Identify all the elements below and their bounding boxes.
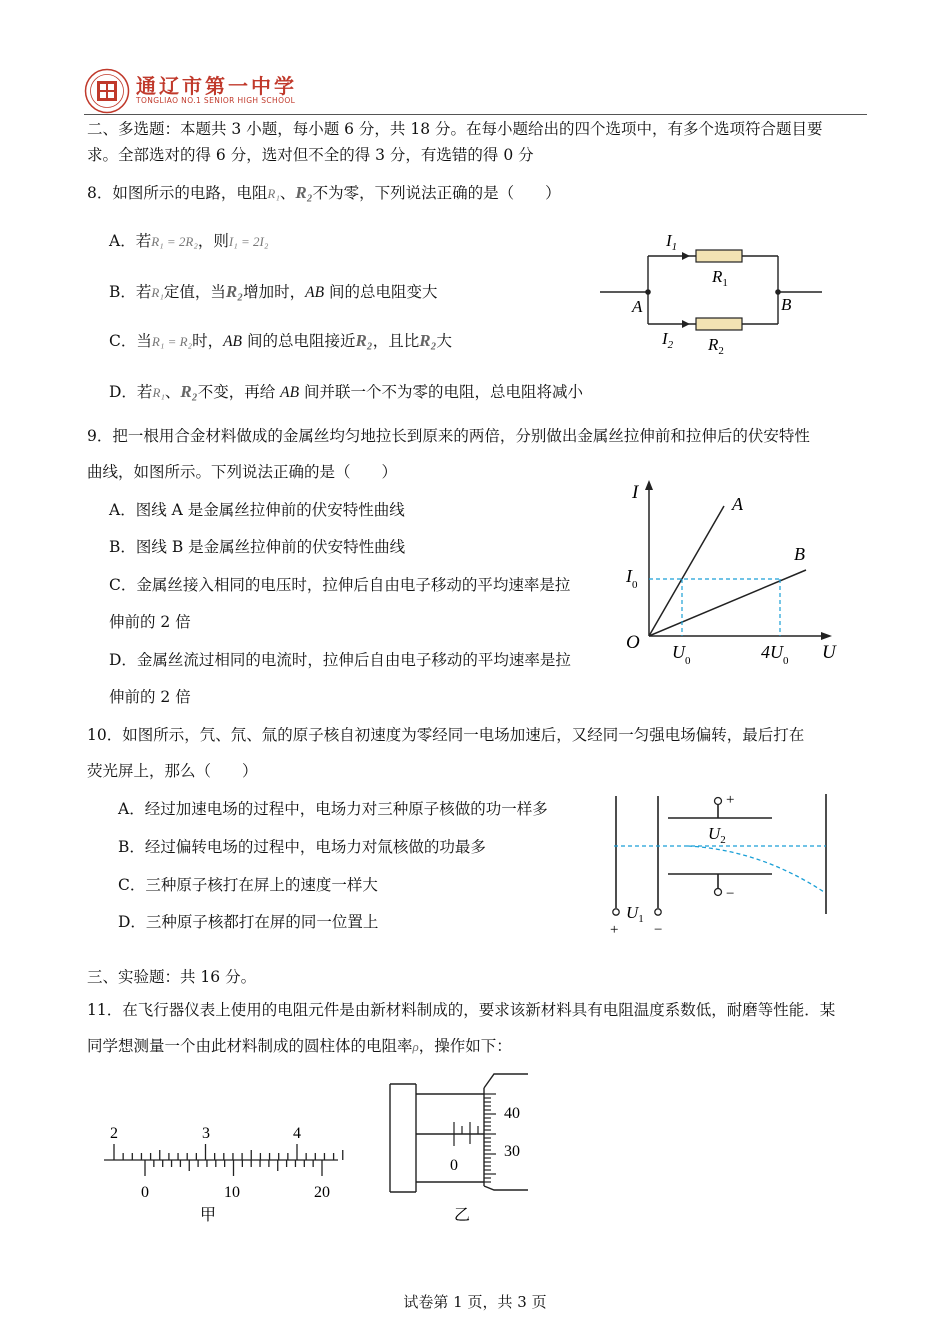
q10-stem-line2: 荧光屏上，那么（ ） <box>87 762 258 780</box>
svg-text:10: 10 <box>224 1184 240 1201</box>
svg-text:O: O <box>626 632 640 653</box>
svg-text:3: 3 <box>202 1125 210 1142</box>
q11-line2: 同学想测量一个由此材料制成的圆柱体的电阻率ρ，操作如下： <box>87 1037 512 1055</box>
svg-text:U2: $U_2$ <box>708 824 726 846</box>
svg-text:4: 4 <box>293 1125 301 1142</box>
svg-text:U0: $U_0$ <box>672 642 691 667</box>
svg-text:U: U <box>822 642 836 663</box>
svg-text:B: B <box>781 295 792 314</box>
svg-text:A: A <box>732 494 743 514</box>
q11-line1: 11．在飞行器仪表上使用的电阻元件是由新材料制成的，要求该新材料具有电阻温度系数低，耐磨等性能．某 <box>87 1001 836 1019</box>
q10-stem-line1: 10．如图所示，氕、氘、氚的原子核自初速度为零经同一电场加速后，又经同一匀强电场偏转，最后打在 <box>87 726 805 744</box>
resistor-r2 <box>696 318 742 330</box>
q9-stem-line1: 9．把一根用合金材料做成的金属丝均匀地拉长到原来的两倍，分别做出金属丝拉伸前和拉伸后的伏安特性 <box>87 427 810 445</box>
q8-option-c: C．当R₁ = R₂时，AB 间的总电阻接近R₂，且比R₂大 <box>109 331 453 350</box>
q9-option-c-line2: 伸前的 2 倍 <box>109 613 191 631</box>
q8-stem: 8．如图所示的电路，电阻R₁、R₂不为零，下列说法正确的是（ ） <box>87 183 561 202</box>
svg-text:2: 2 <box>110 1125 118 1142</box>
q10-option-c: C．三种原子核打在屏上的速度一样大 <box>118 876 378 894</box>
school-logo <box>84 68 130 114</box>
school-name-cn: 通辽市第一中学 <box>136 74 297 98</box>
q9-iu-graph <box>618 476 842 672</box>
svg-text:0: 0 <box>141 1184 149 1201</box>
q9-option-c-line1: C．金属丝接入相同的电压时，拉伸后自由电子移动的平均速率是拉 <box>109 576 571 594</box>
line-a <box>649 506 724 636</box>
rho-symbol: ρ <box>412 1039 419 1054</box>
school-name-en: TONGLIAO NO.1 SENIOR HIGH SCHOOL <box>136 96 296 105</box>
q9-stem-line2: 曲线，如图所示。下列说法正确的是（ ） <box>87 463 398 481</box>
q9-option-b: B．图线 B 是金属丝拉伸前的伏安特性曲线 <box>109 538 406 556</box>
svg-text:+: + <box>726 792 735 808</box>
q10-option-b: B．经过偏转电场的过程中，电场力对氚核做的功最多 <box>118 838 486 856</box>
q9-option-d-line1: D．金属丝流过相同的电流时，拉伸后自由电子移动的平均速率是拉 <box>109 651 571 669</box>
q10-option-d: D．三种原子核都打在屏的同一位置上 <box>118 913 379 931</box>
svg-text:I2: $I_2$ <box>662 329 674 351</box>
resistor-r1 <box>696 250 742 262</box>
q8-option-b: B．若R₁定值，当R₂增加时，AB 间的总电阻变大 <box>109 282 438 301</box>
micrometer-figure <box>386 1066 546 1230</box>
svg-text:I0: $I_0$ <box>626 566 638 591</box>
section2-line2: 求。全部选对的得 6 分，选对但不全的得 3 分，有选错的得 0 分 <box>87 146 534 164</box>
svg-text:4U0: $4U_0$ <box>761 642 789 667</box>
page-footer: 试卷第 1 页，共 3 页 <box>403 1293 547 1311</box>
q9-option-a: A．图线 A 是金属丝拉伸前的伏安特性曲线 <box>109 501 405 519</box>
svg-text:甲: 甲 <box>199 1207 217 1224</box>
svg-text:I: I <box>632 482 639 503</box>
header-rule <box>84 114 867 115</box>
line-b <box>649 570 806 636</box>
q8-option-d: D．若R₁、R₂不变，再给 AB 间并联一个不为零的电阻，总电阻将减小 <box>109 382 583 401</box>
svg-text:I1: $I_1$ <box>666 231 678 253</box>
svg-text:A: A <box>632 297 643 316</box>
svg-text:−: − <box>654 922 663 938</box>
svg-text:30: 30 <box>504 1143 520 1160</box>
r2-glyph: R₂ <box>295 183 313 202</box>
svg-text:乙: 乙 <box>453 1207 471 1224</box>
svg-text:+: + <box>610 922 619 938</box>
r1-glyph: R₁ <box>267 186 280 201</box>
q10-option-a: A．经过加速电场的过程中，电场力对三种原子核做的功一样多 <box>118 800 548 818</box>
svg-text:20: 20 <box>314 1184 330 1201</box>
svg-text:40: 40 <box>504 1105 520 1122</box>
svg-text:−: − <box>726 886 735 902</box>
svg-text:R1: $R_1$ <box>712 267 728 289</box>
svg-text:0: 0 <box>450 1157 458 1174</box>
section3-title: 三、实验题：共 16 分。 <box>87 968 257 986</box>
vernier-caliper-figure <box>98 1118 344 1228</box>
svg-text:B: B <box>794 544 805 564</box>
q9-option-d-line2: 伸前的 2 倍 <box>109 688 191 706</box>
section2-line1: 二、多选题：本题共 3 小题，每小题 6 分，共 18 分。在每小题给出的四个选项中，有多个选项符合题目要 <box>87 120 823 138</box>
q10-deflection-diagram <box>600 786 836 938</box>
svg-text:R2: $R_2$ <box>708 335 724 356</box>
q8-option-a: A．若R₁ = 2R₂，则I₁ = 2I₂ <box>109 232 269 250</box>
svg-text:U1: $U_1$ <box>626 903 644 925</box>
q8-circuit-diagram <box>596 226 828 356</box>
